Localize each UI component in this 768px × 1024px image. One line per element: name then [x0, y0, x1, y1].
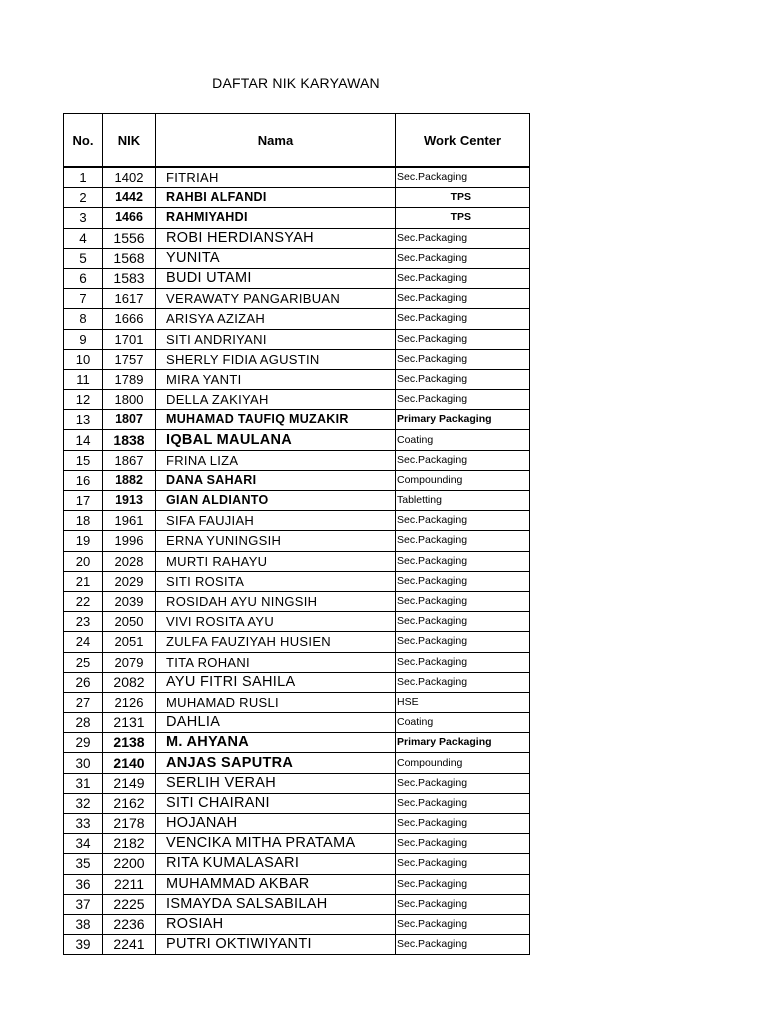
cell-work-center: Sec.Packaging [396, 228, 530, 248]
cell-no: 21 [64, 571, 103, 591]
table-row [64, 491, 530, 511]
table-row [64, 309, 530, 329]
cell-work-center: Sec.Packaging [396, 914, 530, 934]
cell-nik: 1996 [103, 531, 156, 551]
cell-nik: 1757 [103, 349, 156, 369]
table-row [64, 208, 530, 228]
cell-no: 30 [64, 753, 103, 773]
cell-nama: VIVI ROSITA AYU [156, 612, 396, 632]
cell-nik: 1466 [103, 208, 156, 228]
cell-no: 19 [64, 531, 103, 551]
cell-no: 10 [64, 349, 103, 369]
cell-nik: 2138 [103, 733, 156, 753]
cell-nama: ZULFA FAUZIYAH HUSIEN [156, 632, 396, 652]
cell-no: 29 [64, 733, 103, 753]
cell-no: 39 [64, 935, 103, 955]
cell-nama: SERLIH VERAH [156, 773, 396, 793]
table-row [64, 854, 530, 874]
cell-no: 38 [64, 914, 103, 934]
table-row [64, 268, 530, 288]
header-nik: NIK [103, 114, 156, 168]
table-body [64, 167, 530, 955]
cell-no: 37 [64, 894, 103, 914]
table-row [64, 470, 530, 490]
table-row [64, 531, 530, 551]
cell-nik: 1442 [103, 188, 156, 208]
cell-nama: VERAWATY PANGARIBUAN [156, 289, 396, 309]
cell-work-center: Sec.Packaging [396, 652, 530, 672]
employee-table [63, 113, 530, 955]
cell-no: 1 [64, 167, 103, 188]
cell-nik: 2211 [103, 874, 156, 894]
cell-nama: RAHBI ALFANDI [156, 188, 396, 208]
table-row [64, 511, 530, 531]
cell-work-center: Sec.Packaging [396, 511, 530, 531]
cell-nik: 2131 [103, 713, 156, 733]
cell-nama: TITA ROHANI [156, 652, 396, 672]
cell-no: 26 [64, 672, 103, 692]
cell-work-center: TPS [396, 188, 530, 208]
cell-no: 36 [64, 874, 103, 894]
header-work-center: Work Center [396, 114, 530, 168]
cell-nama: ROSIDAH AYU NINGSIH [156, 591, 396, 611]
cell-no: 18 [64, 511, 103, 531]
table-row [64, 894, 530, 914]
cell-nik: 1666 [103, 309, 156, 329]
cell-nik: 1838 [103, 430, 156, 450]
cell-nik: 2162 [103, 793, 156, 813]
cell-nama: ANJAS SAPUTRA [156, 753, 396, 773]
cell-no: 2 [64, 188, 103, 208]
cell-nik: 1882 [103, 470, 156, 490]
cell-no: 35 [64, 854, 103, 874]
cell-work-center: Sec.Packaging [396, 571, 530, 591]
cell-work-center: TPS [396, 208, 530, 228]
cell-no: 13 [64, 410, 103, 430]
cell-nama: SIFA FAUJIAH [156, 511, 396, 531]
table-row [64, 551, 530, 571]
cell-work-center: Sec.Packaging [396, 390, 530, 410]
cell-no: 4 [64, 228, 103, 248]
cell-nik: 2050 [103, 612, 156, 632]
table-row [64, 914, 530, 934]
cell-work-center: Coating [396, 713, 530, 733]
cell-nik: 1583 [103, 268, 156, 288]
document-title: DAFTAR NIK KARYAWAN [212, 75, 380, 91]
cell-no: 3 [64, 208, 103, 228]
cell-nik: 2225 [103, 894, 156, 914]
cell-nama: MIRA YANTI [156, 369, 396, 389]
table-row [64, 733, 530, 753]
cell-no: 16 [64, 470, 103, 490]
cell-nik: 2039 [103, 591, 156, 611]
table-row [64, 188, 530, 208]
cell-work-center: Sec.Packaging [396, 369, 530, 389]
cell-no: 8 [64, 309, 103, 329]
cell-nama: SHERLY FIDIA AGUSTIN [156, 349, 396, 369]
cell-no: 12 [64, 390, 103, 410]
cell-nik: 1867 [103, 450, 156, 470]
cell-work-center: Primary Packaging [396, 410, 530, 430]
table-row [64, 935, 530, 955]
table-row [64, 450, 530, 470]
table-row [64, 329, 530, 349]
cell-nama: FRINA LIZA [156, 450, 396, 470]
cell-nik: 2082 [103, 672, 156, 692]
cell-nik: 1807 [103, 410, 156, 430]
cell-no: 23 [64, 612, 103, 632]
table-header-row [64, 114, 530, 168]
cell-nik: 1789 [103, 369, 156, 389]
cell-work-center: Sec.Packaging [396, 450, 530, 470]
cell-work-center: Sec.Packaging [396, 289, 530, 309]
cell-work-center: Sec.Packaging [396, 349, 530, 369]
cell-nik: 1913 [103, 491, 156, 511]
cell-no: 7 [64, 289, 103, 309]
cell-work-center: Coating [396, 430, 530, 450]
cell-nik: 1617 [103, 289, 156, 309]
cell-nama: SITI ROSITA [156, 571, 396, 591]
cell-work-center: Sec.Packaging [396, 814, 530, 834]
cell-no: 14 [64, 430, 103, 450]
cell-work-center: Compounding [396, 470, 530, 490]
header-nama: Nama [156, 114, 396, 168]
cell-nama: DAHLIA [156, 713, 396, 733]
cell-nama: MUHAMAD RUSLI [156, 692, 396, 712]
cell-nik: 2079 [103, 652, 156, 672]
table-row [64, 814, 530, 834]
table-row [64, 228, 530, 248]
cell-nama: RAHMIYAHDI [156, 208, 396, 228]
cell-nik: 2178 [103, 814, 156, 834]
table-row [64, 692, 530, 712]
table-row [64, 773, 530, 793]
cell-nama: BUDI UTAMI [156, 268, 396, 288]
cell-nama: DELLA ZAKIYAH [156, 390, 396, 410]
cell-work-center: Sec.Packaging [396, 854, 530, 874]
cell-nama: MURTI RAHAYU [156, 551, 396, 571]
cell-work-center: Sec.Packaging [396, 167, 530, 188]
cell-nama: ROSIAH [156, 914, 396, 934]
cell-work-center: Sec.Packaging [396, 874, 530, 894]
cell-work-center: Tabletting [396, 491, 530, 511]
cell-work-center: Sec.Packaging [396, 309, 530, 329]
table-row [64, 834, 530, 854]
cell-nik: 1961 [103, 511, 156, 531]
cell-nama: SITI CHAIRANI [156, 793, 396, 813]
cell-work-center: Sec.Packaging [396, 894, 530, 914]
cell-nik: 2028 [103, 551, 156, 571]
cell-nama: SITI ANDRIYANI [156, 329, 396, 349]
cell-nama: M. AHYANA [156, 733, 396, 753]
table-row [64, 248, 530, 268]
cell-nama: ERNA YUNINGSIH [156, 531, 396, 551]
cell-no: 24 [64, 632, 103, 652]
cell-no: 22 [64, 591, 103, 611]
cell-work-center: HSE [396, 692, 530, 712]
cell-nama: RITA KUMALASARI [156, 854, 396, 874]
cell-nik: 2241 [103, 935, 156, 955]
cell-nama: FITRIAH [156, 167, 396, 188]
table-row [64, 612, 530, 632]
cell-nama: IQBAL MAULANA [156, 430, 396, 450]
cell-work-center: Sec.Packaging [396, 672, 530, 692]
table-row [64, 713, 530, 733]
cell-nama: MUHAMMAD AKBAR [156, 874, 396, 894]
table-row [64, 652, 530, 672]
table-row [64, 410, 530, 430]
cell-no: 17 [64, 491, 103, 511]
table-row [64, 167, 530, 188]
cell-nik: 1701 [103, 329, 156, 349]
table-row [64, 591, 530, 611]
cell-nik: 1568 [103, 248, 156, 268]
cell-nik: 1402 [103, 167, 156, 188]
cell-nik: 2200 [103, 854, 156, 874]
cell-no: 20 [64, 551, 103, 571]
cell-nik: 2236 [103, 914, 156, 934]
cell-nik: 1800 [103, 390, 156, 410]
cell-nama: ARISYA AZIZAH [156, 309, 396, 329]
cell-work-center: Sec.Packaging [396, 268, 530, 288]
table-row [64, 672, 530, 692]
table-row [64, 874, 530, 894]
cell-no: 31 [64, 773, 103, 793]
table-row [64, 632, 530, 652]
cell-nama: DANA SAHARI [156, 470, 396, 490]
cell-nik: 2051 [103, 632, 156, 652]
table-row [64, 793, 530, 813]
cell-nik: 2126 [103, 692, 156, 712]
cell-nama: YUNITA [156, 248, 396, 268]
cell-work-center: Sec.Packaging [396, 329, 530, 349]
cell-nama: PUTRI OKTIWIYANTI [156, 935, 396, 955]
cell-no: 11 [64, 369, 103, 389]
cell-nama: ISMAYDA SALSABILAH [156, 894, 396, 914]
table-row [64, 571, 530, 591]
cell-no: 27 [64, 692, 103, 712]
cell-no: 32 [64, 793, 103, 813]
cell-no: 28 [64, 713, 103, 733]
cell-no: 34 [64, 834, 103, 854]
table-row [64, 430, 530, 450]
table-row [64, 289, 530, 309]
cell-nama: HOJANAH [156, 814, 396, 834]
cell-work-center: Sec.Packaging [396, 591, 530, 611]
cell-work-center: Sec.Packaging [396, 248, 530, 268]
cell-nik: 2149 [103, 773, 156, 793]
cell-work-center: Compounding [396, 753, 530, 773]
cell-nama: GIAN ALDIANTO [156, 491, 396, 511]
cell-nik: 2182 [103, 834, 156, 854]
table-row [64, 390, 530, 410]
cell-no: 9 [64, 329, 103, 349]
cell-work-center: Sec.Packaging [396, 935, 530, 955]
cell-nik: 2140 [103, 753, 156, 773]
cell-nik: 2029 [103, 571, 156, 591]
cell-no: 6 [64, 268, 103, 288]
cell-work-center: Sec.Packaging [396, 773, 530, 793]
cell-work-center: Primary Packaging [396, 733, 530, 753]
cell-no: 5 [64, 248, 103, 268]
cell-work-center: Sec.Packaging [396, 632, 530, 652]
cell-nama: ROBI HERDIANSYAH [156, 228, 396, 248]
cell-work-center: Sec.Packaging [396, 531, 530, 551]
cell-work-center: Sec.Packaging [396, 834, 530, 854]
cell-no: 25 [64, 652, 103, 672]
cell-nama: MUHAMAD TAUFIQ MUZAKIR [156, 410, 396, 430]
table-row [64, 753, 530, 773]
cell-work-center: Sec.Packaging [396, 793, 530, 813]
cell-work-center: Sec.Packaging [396, 551, 530, 571]
cell-nama: VENCIKA MITHA PRATAMA [156, 834, 396, 854]
header-no: No. [64, 114, 103, 168]
cell-work-center: Sec.Packaging [396, 612, 530, 632]
table-row [64, 369, 530, 389]
cell-nik: 1556 [103, 228, 156, 248]
cell-nama: AYU FITRI SAHILA [156, 672, 396, 692]
table-row [64, 349, 530, 369]
cell-no: 15 [64, 450, 103, 470]
cell-no: 33 [64, 814, 103, 834]
